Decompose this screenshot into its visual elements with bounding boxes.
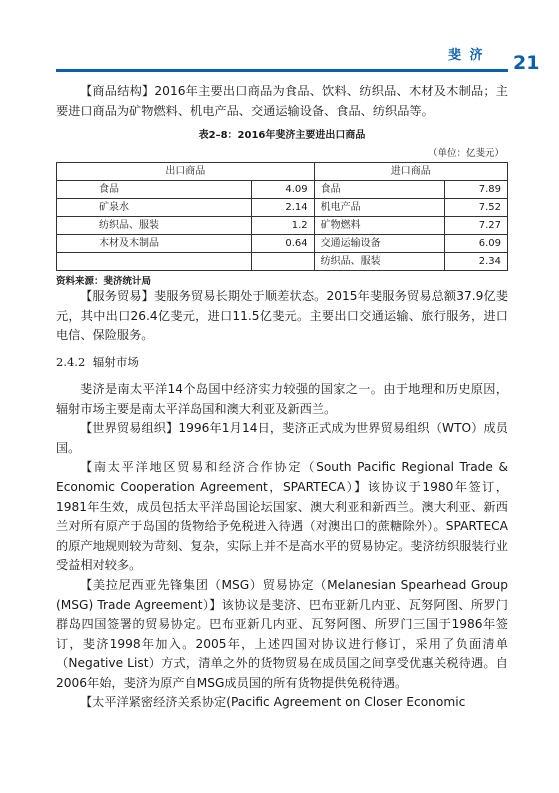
trade-table [56,162,508,271]
body-content [56,82,508,713]
export-item [57,253,252,271]
export-value [251,253,314,271]
import-item: 纺织品、服装 [314,253,444,271]
paragraph-sparteca: 【南太平洋地区贸易和经济合作协定（South Pacific Regional Trade & Economic Cooperation Agreement，SPARTECA）】该协议于1980年签订，1981年生效，成员包括太平洋岛国论坛国家、澳大利亚和新西兰。澳大利亚、新西兰对所有原产于岛国的货物给予免税进入待遇（对澳出口的蔗糖除外）。SPARTECA的原产地规则较为苛刻、复杂，实际上并不是高水平的贸易协定。斐济纺织服装行业受益相对较多。 [56,460,508,573]
export-value: 4.09 [251,181,314,199]
section-number: 2.4.2 [56,354,86,369]
table-row [57,253,508,271]
section-heading [56,354,508,370]
table-row [57,181,508,199]
import-value: 2.34 [444,253,507,271]
export-item: 纺织品、服装 [57,217,252,235]
export-item: 矿泉水 [57,199,252,217]
import-value: 7.89 [444,181,507,199]
paragraph-wto: 【世界贸易组织】1996年1月14日，斐济正式成为世界贸易组织（WTO）成员国。 [56,421,508,455]
import-value: 7.27 [444,217,507,235]
export-item: 食品 [57,181,252,199]
table-row [57,217,508,235]
table-unit: （单位：亿斐元） [427,148,504,160]
export-value: 1.2 [251,217,314,235]
import-value: 7.52 [444,199,507,217]
export-value: 0.64 [251,235,314,253]
section-title: 辐射市场 [92,354,139,369]
paragraph-commodity-structure: 【商品结构】2016年主要出口商品为食品、饮料、纺织品、木材及木制品；主要进口商品为矿物燃料、机电产品、交通运输设备、食品、纺织品等。 [56,84,508,118]
export-value: 2.14 [251,199,314,217]
table-row [57,235,508,253]
export-column-header: 出口商品 [57,163,315,181]
table-row [57,199,508,217]
paragraph-msg: 【美拉尼西亚先锋集团（MSG）贸易协定（Melanesian Spearhead Group (MSG) Trade Agreement）】该协议是斐济、巴布亚新几内亚、瓦努阿图、所罗门群岛四国签署的贸易协定。巴布亚新几内亚、瓦努阿图、所罗门三国于1986年签订，斐济1998年加入。2005年，上述四国对协议进行修订，采用了负面清单（Negative List）方式，清单之外的货物贸易在成员国之间享受优惠关税待遇。自2006年始，斐济为原产自MSG成员国的所有货物提供免税待遇。 [56,577,508,690]
table-header-row [57,163,508,181]
import-item: 矿物燃料 [314,217,444,235]
export-item: 木材及木制品 [57,235,252,253]
table-caption: 表2–8：2016年斐济主要进出口商品 [198,130,366,142]
import-item: 食品 [314,181,444,199]
paragraph-pacer: 【太平洋紧密经济关系协定(Pacific Agreement on Closer Economic [80,695,466,710]
header-rule [56,69,508,72]
import-item: 机电产品 [314,199,444,217]
table-source: 资料来源：斐济统计局 [56,276,152,288]
import-value: 6.09 [444,235,507,253]
paragraph-intro: 斐济是南太平洋14个岛国中经济实力较强的国家之一。由于地理和历史原因，辐射市场主要是南太平洋岛国和澳大利亚及新西兰。 [56,381,508,416]
page-number: 21 [513,52,540,74]
import-item: 交通运输设备 [314,235,444,253]
paragraph-service-trade: 【服务贸易】斐服务贸易长期处于顺差状态。2015年斐服务贸易总额37.9亿斐元，其中出口26.4亿斐元，进口11.5亿斐元。主要出口交通运输、旅行服务，进口电信、保险服务。 [56,289,508,343]
import-column-header: 进口商品 [314,163,507,181]
running-header-title: 斐 济 [448,48,485,63]
